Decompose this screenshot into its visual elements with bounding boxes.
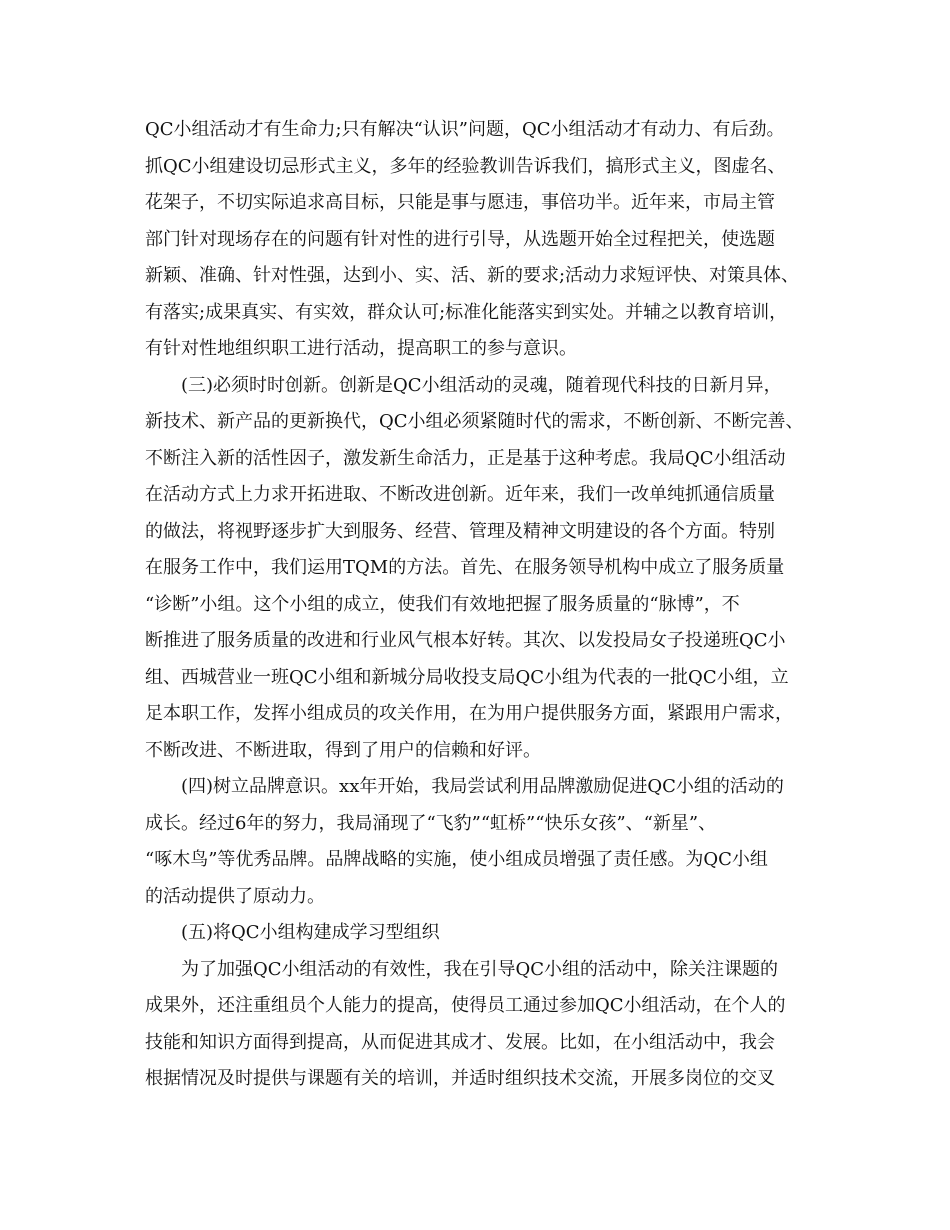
text-line: 新颖、准确、针对性强，达到小、实、活、新的要求;活动力求短评快、对策具体、 [145, 265, 800, 286]
text-line: 在服务工作中，我们运用TQM的方法。首先、在服务领导机构中成立了服务质量 [145, 557, 785, 578]
section-heading-learning: (五)将QC小组构建成学习型组织 [181, 922, 440, 943]
document-body [145, 112, 810, 1098]
text-line: 不断注入新的活性因子，激发新生命活力，正是基于这种考虑。我局QC小组活动 [145, 447, 786, 469]
text-line: 断推进了服务质量的改进和行业风气根本好转。其次、以发投局女子投递班QC小 [145, 630, 786, 651]
text-line: 有落实;成果真实、有实效，群众认可;标准化能落实到实处。并辅之以教育培训， [145, 301, 788, 323]
text-line: 部门针对现场存在的问题有针对性的进行引导，从选题开始全过程把关，使选题 [145, 228, 775, 250]
text-line: “诊断”小组。这个小组的成立，使我们有效地把握了服务质量的“脉博”，不 [145, 593, 740, 615]
text-line: 成果外，还注重组员个人能力的提高，使得员工通过参加QC小组活动，在个人的 [145, 995, 786, 1016]
text-line: 成长。经过6年的努力，我局涌现了“飞豹”“虹桥”“快乐女孩”、“新星”、 [145, 812, 717, 834]
text-line: 的活动提供了原动力。 [145, 885, 325, 907]
text-line: QC小组活动才有生命力;只有解决“认识”问题，QC小组活动才有动力、有后劲。 [145, 119, 785, 140]
text-line: 抓QC小组建设切忌形式主义，多年的经验教训告诉我们，搞形式主义，图虚名、 [145, 155, 786, 177]
text-line: 足本职工作，发挥小组成员的攻关作用，在为用户提供服务方面，紧跟用户需求， [145, 703, 793, 724]
text-line: 技能和知识方面得到提高，从而促进其成才、发展。比如，在小组活动中，我会 [145, 1031, 775, 1053]
section-heading-brand: (四)树立品牌意识。xx年开始，我局尝试利用品牌激励促进QC小组的活动的 [181, 776, 784, 797]
text-line: “啄木鸟”等优秀品牌。品牌战略的实施，使小组成员增强了责任感。为QC小组 [145, 849, 768, 870]
section-heading-innovation: (三)必须时时创新。创新是QC小组活动的灵魂，随着现代科技的日新月异， [181, 374, 782, 396]
text-line: 组、西城营业一班QC小组和新城分局收投支局QC小组为代表的一批QC小组，立 [145, 666, 789, 688]
text-line: 新技术、新产品的更新换代，QC小组必须紧随时代的需求，不断创新、不断完善、 [145, 411, 804, 432]
text-line: 在活动方式上力求开拓进取、不断改进创新。近年来，我们一改单纯抓通信质量 [145, 484, 775, 505]
text-line: 有针对性地组织职工进行活动，提高职工的参与意识。 [145, 338, 577, 359]
text-line: 花架子，不切实际追求高目标，只能是事与愿违，事倍功半。近年来，市局主管 [145, 192, 775, 213]
text-line: 根据情况及时提供与课题有关的培训，并适时组织技术交流，开展多岗位的交叉 [145, 1068, 775, 1089]
text-line: 的做法，将视野逐步扩大到服务、经营、管理及精神文明建设的各个方面。特别 [145, 520, 775, 542]
text-line: 为了加强QC小组活动的有效性，我在引导QC小组的活动中，除关注课题的 [181, 958, 779, 980]
text-line: 不断改进、不断进取，得到了用户的信赖和好评。 [145, 739, 541, 761]
